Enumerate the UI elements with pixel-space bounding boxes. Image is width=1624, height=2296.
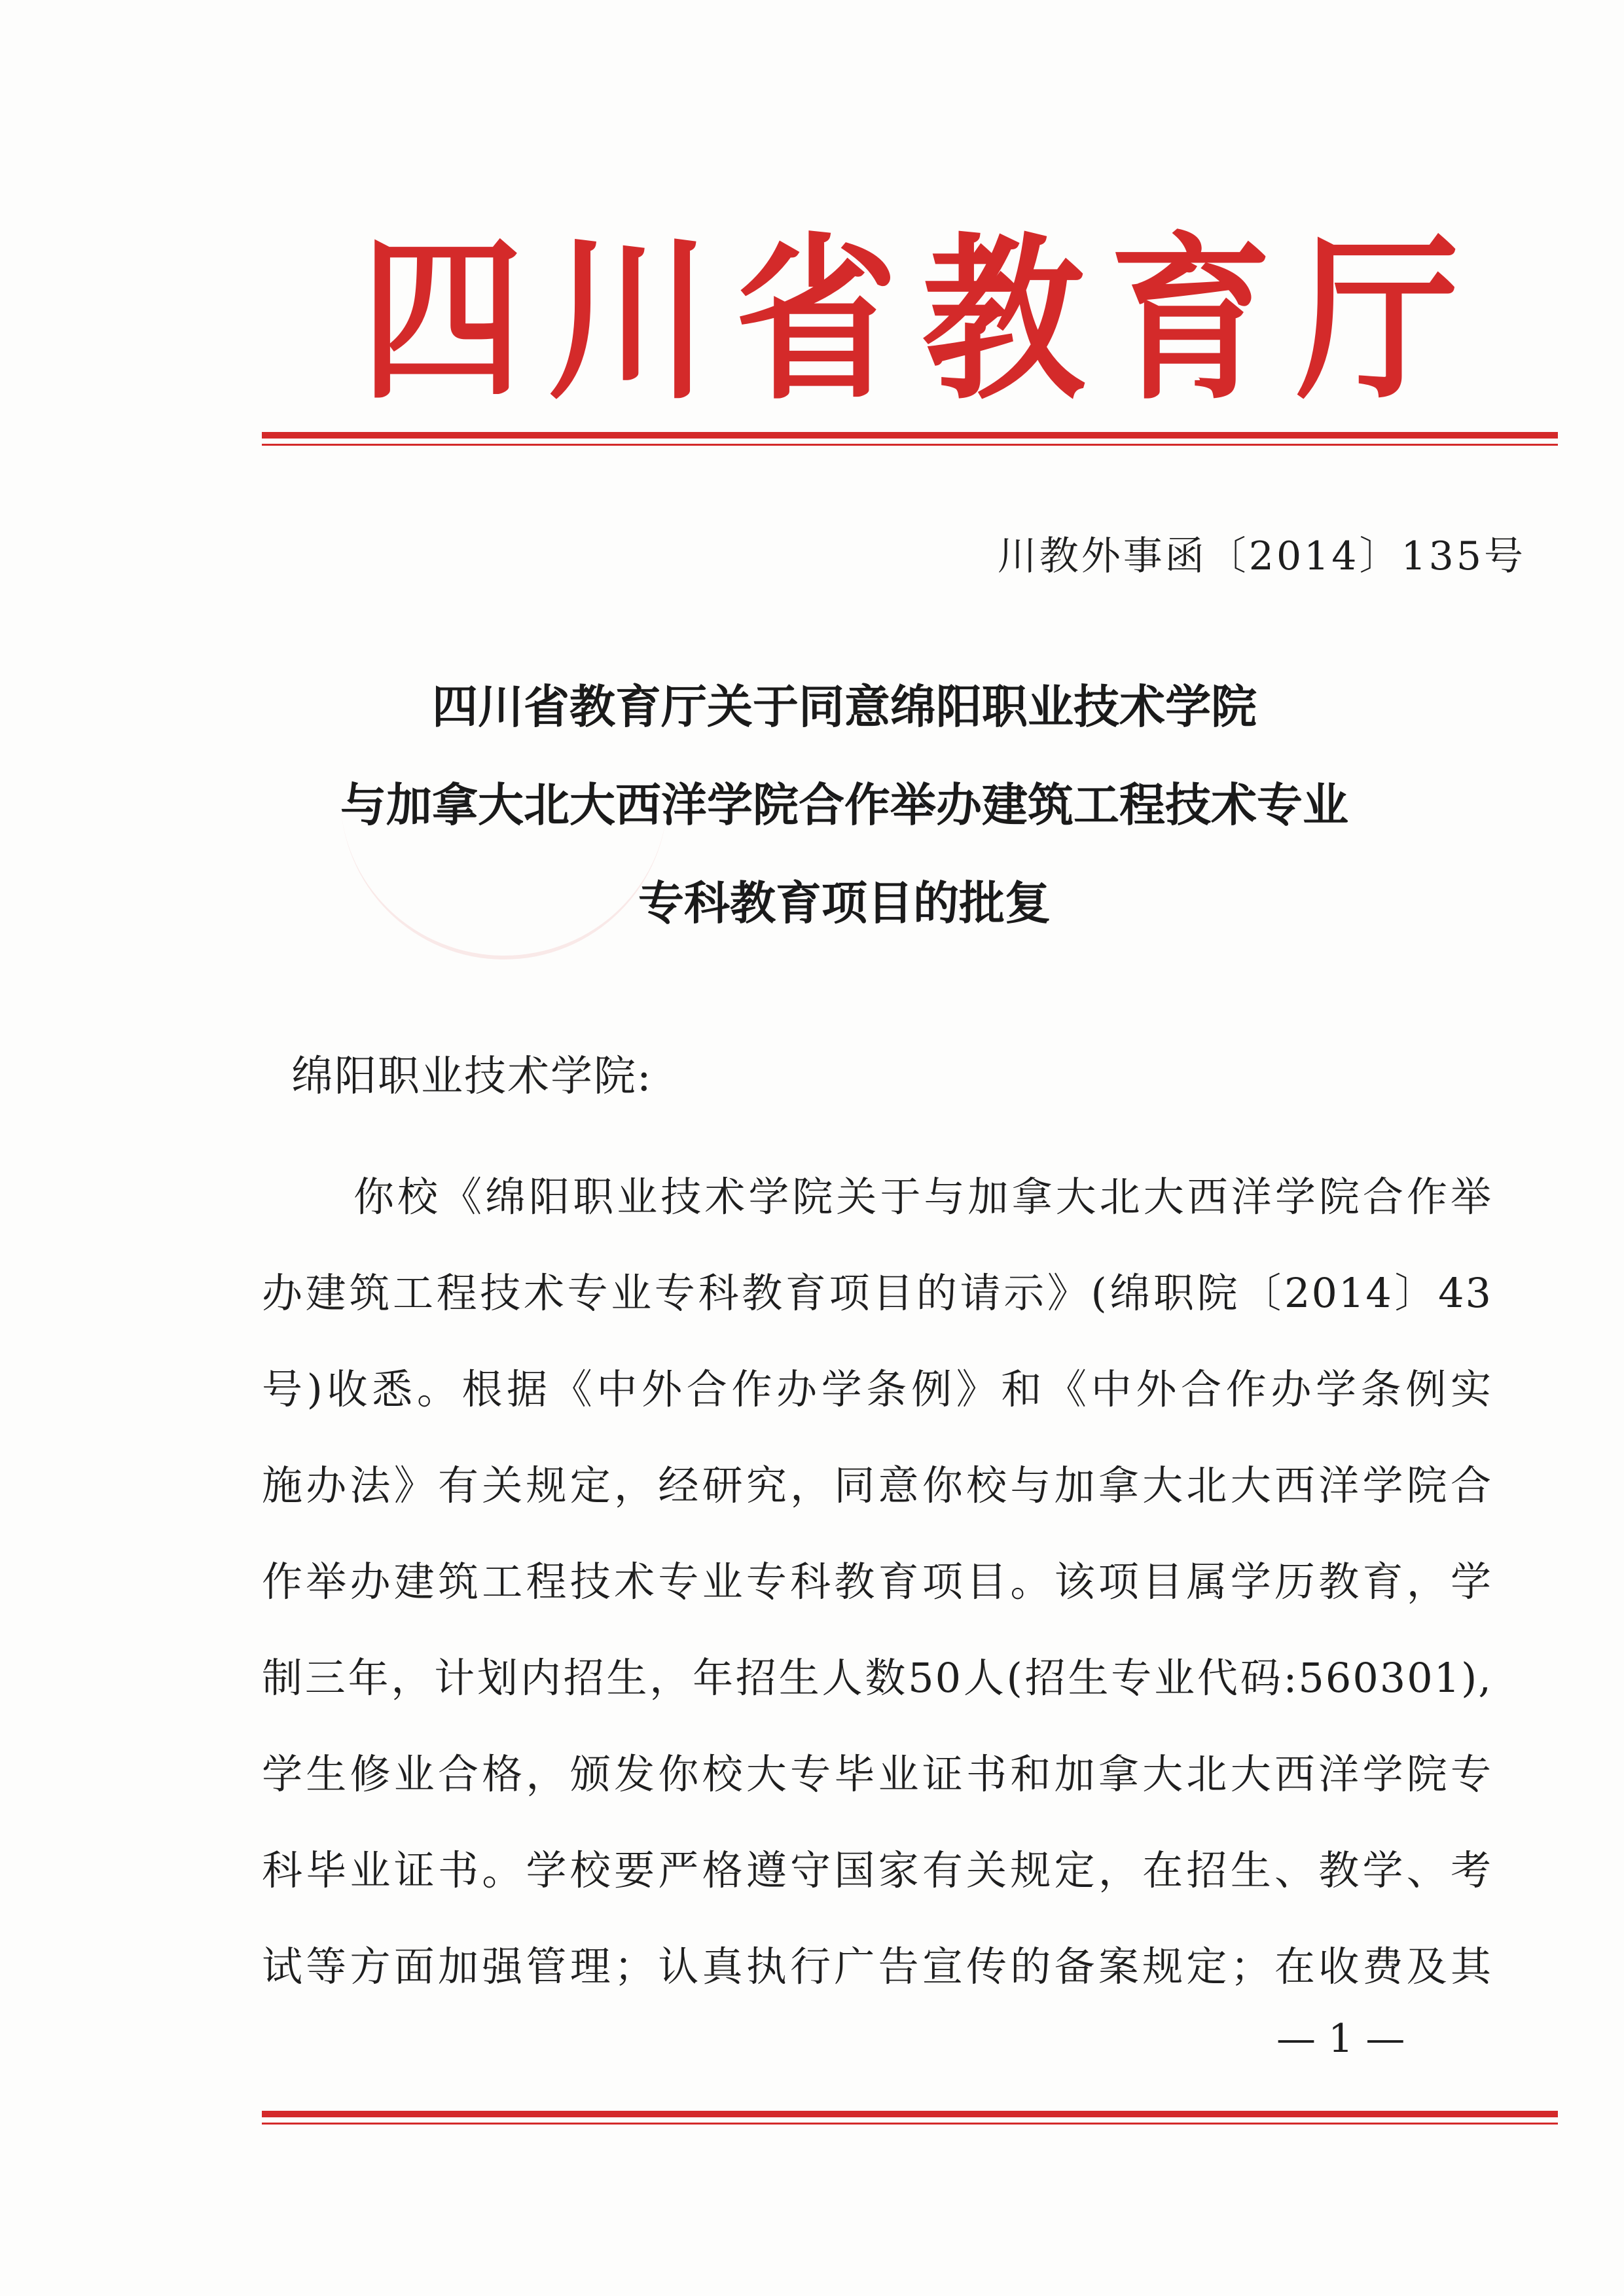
- page-number: — 1 —: [1276, 2016, 1405, 2062]
- body-line: 办建筑工程技术专业专科教育项目的请示》(绵职院〔2014〕43: [262, 1269, 1492, 1317]
- body-paragraph: [262, 1149, 1492, 2015]
- letterhead-char: 教: [922, 217, 1085, 423]
- letterhead-char: 四: [360, 217, 524, 423]
- footer-divider-thick: [262, 2111, 1558, 2117]
- letterhead-char: 厅: [1296, 217, 1460, 423]
- letterhead-char: 川: [547, 217, 711, 423]
- body-line: 作举办建筑工程技术专业专科教育项目。该项目属学历教育，学: [262, 1558, 1492, 1605]
- title-line: 与加拿大北大西洋学院合作举办建筑工程技术专业: [340, 778, 1348, 832]
- salutation: 绵阳职业技术学院:: [291, 1052, 653, 1101]
- footer-divider-thin: [262, 2123, 1558, 2125]
- letterhead-char: 育: [1109, 217, 1272, 423]
- body-line: 施办法》有关规定，经研究，同意你校与加拿大北大西洋学院合: [262, 1462, 1492, 1509]
- letterhead-divider-thick: [262, 432, 1558, 439]
- body-line: 你校《绵阳职业技术学院关于与加拿大北大西洋学院合作举: [353, 1173, 1492, 1221]
- body-line: 制三年，计划内招生，年招生人数50人(招生专业代码:560301),: [262, 1654, 1492, 1702]
- title-line: 四川省教育厅关于同意绵阳职业技术学院: [432, 680, 1257, 734]
- body-line: 试等方面加强管理；认真执行广告宣传的备案规定；在收费及其: [262, 1943, 1492, 1990]
- letterhead-title: [353, 217, 1466, 423]
- document-number: 川教外事函〔2014〕135号: [997, 533, 1526, 579]
- body-line: 科毕业证书。学校要严格遵守国家有关规定，在招生、教学、考: [262, 1846, 1492, 1894]
- document-title: [249, 658, 1440, 952]
- body-line: 号)收悉。根据《中外合作办学条例》和《中外合作办学条例实: [262, 1365, 1492, 1413]
- body-line: 学生修业合格，颁发你校大专毕业证书和加拿大北大西洋学院专: [262, 1750, 1492, 1798]
- letterhead-divider-thin: [262, 444, 1558, 446]
- letterhead-char: 省: [734, 217, 898, 423]
- title-line: 专科教育项目的批复: [638, 876, 1051, 930]
